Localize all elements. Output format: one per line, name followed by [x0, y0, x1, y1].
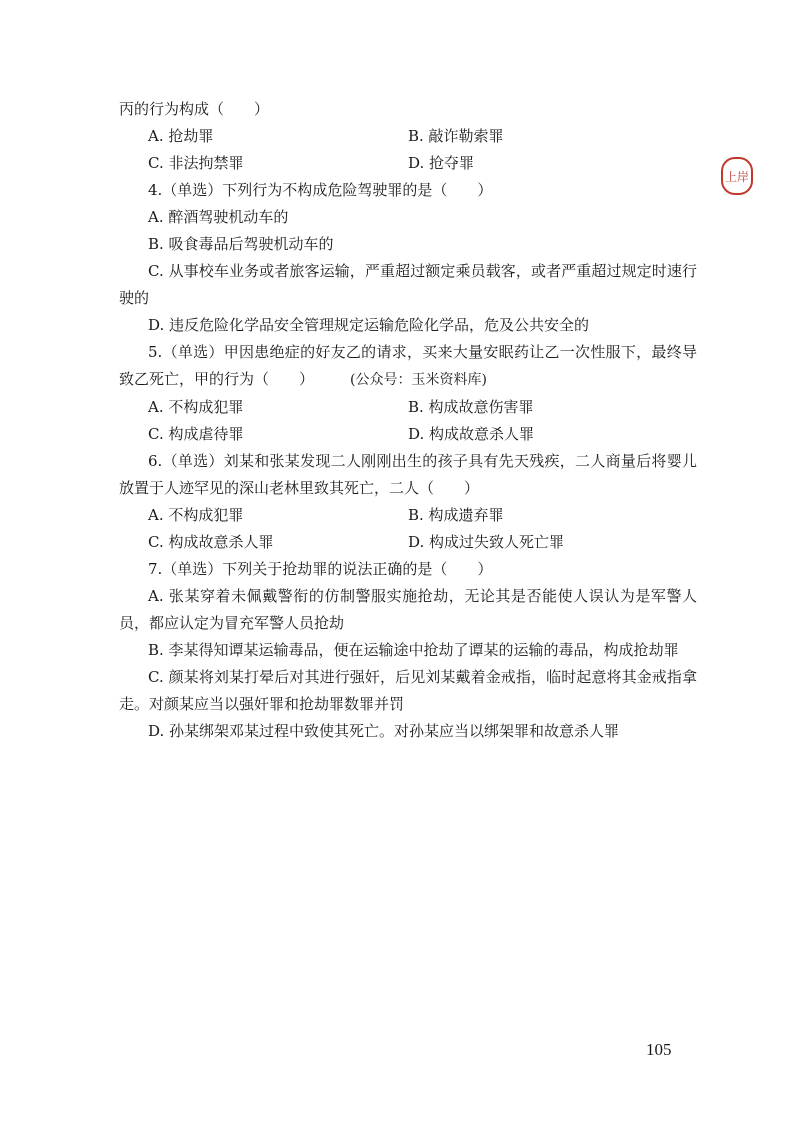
q3-option-c: C. 非法拘禁罪: [148, 154, 244, 172]
q3-option-b: B. 敲诈勒索罪: [408, 127, 504, 145]
q7-option-d: D. 孙某绑架邓某过程中致使其死亡。对孙某应当以绑架罪和故意杀人罪: [148, 722, 620, 740]
q3-options-row2: [119, 150, 697, 177]
q3-option-a: A. 抢劫罪: [148, 127, 214, 145]
q5-options-row1: [119, 394, 697, 421]
q4-option-c: C. 从事校车业务或者旅客运输，严重超过额定乘员载客，或者严重超过规定时速行驶的: [119, 262, 697, 307]
q4-option-a: A. 醉酒驾驶机动车的: [148, 208, 289, 226]
q6-option-d: D. 构成过失致人死亡罪: [408, 533, 565, 551]
q3-tail: 丙的行为构成（ ）: [119, 100, 270, 118]
q5-option-b: B. 构成故意伤害罪: [408, 398, 534, 416]
page-number: 105: [646, 1040, 672, 1059]
watermark-note: (公众号：玉米资料库): [350, 372, 487, 388]
q5-stem: [119, 339, 697, 394]
q6-options-row1: [119, 502, 697, 529]
seal-stamp-icon: [720, 156, 754, 196]
svg-text:上岸: 上岸: [724, 170, 750, 184]
q5-option-a: A. 不构成犯罪: [148, 398, 244, 416]
q6-stem: 6.（单选）刘某和张某发现二人刚刚出生的孩子具有先天残疾，二人商量后将婴儿放置于人迹罕见的深山老林里致其死亡，二人（ ）: [119, 452, 697, 497]
q5-option-c: C. 构成虐待罪: [148, 425, 244, 443]
q3-option-d: D. 抢夺罪: [408, 154, 475, 172]
question-text: [119, 96, 697, 745]
q6-option-a: A. 不构成犯罪: [148, 506, 244, 524]
q4-option-d: D. 违反危险化学品安全管理规定运输危险化学品，危及公共安全的: [148, 316, 590, 334]
q7-option-c: C. 颜某将刘某打晕后对其进行强奸，后见刘某戴着金戒指，临时起意将其金戒指拿走。对颜某应当以强奸罪和抢劫罪数罪并罚: [119, 668, 697, 713]
q6-option-b: B. 构成遗弃罪: [408, 506, 504, 524]
q5-options-row2: [119, 421, 697, 448]
q6-options-row2: [119, 529, 697, 556]
q7-stem: 7.（单选）下列关于抢劫罪的说法正确的是（ ）: [148, 560, 493, 578]
q5-stem-text: 5.（单选）甲因患绝症的好友乙的请求，买来大量安眠药让乙一次性服下，最终导致乙死亡，甲的行为（ ）: [119, 343, 697, 388]
q4-option-b: B. 吸食毒品后驾驶机动车的: [148, 235, 334, 253]
q6-option-c: C. 构成故意杀人罪: [148, 533, 274, 551]
q4-stem: 4.（单选）下列行为不构成危险驾驶罪的是（ ）: [148, 181, 493, 199]
q7-option-b: B. 李某得知谭某运输毒品，便在运输途中抢劫了谭某的运输的毒品，构成抢劫罪: [148, 641, 679, 659]
q3-options-row1: [119, 123, 697, 150]
q5-option-d: D. 构成故意杀人罪: [408, 425, 535, 443]
q7-option-a: A. 张某穿着未佩戴警衔的仿制警服实施抢劫，无论其是否能使人误认为是军警人员，都应认定为冒充军警人员抢劫: [119, 587, 697, 632]
